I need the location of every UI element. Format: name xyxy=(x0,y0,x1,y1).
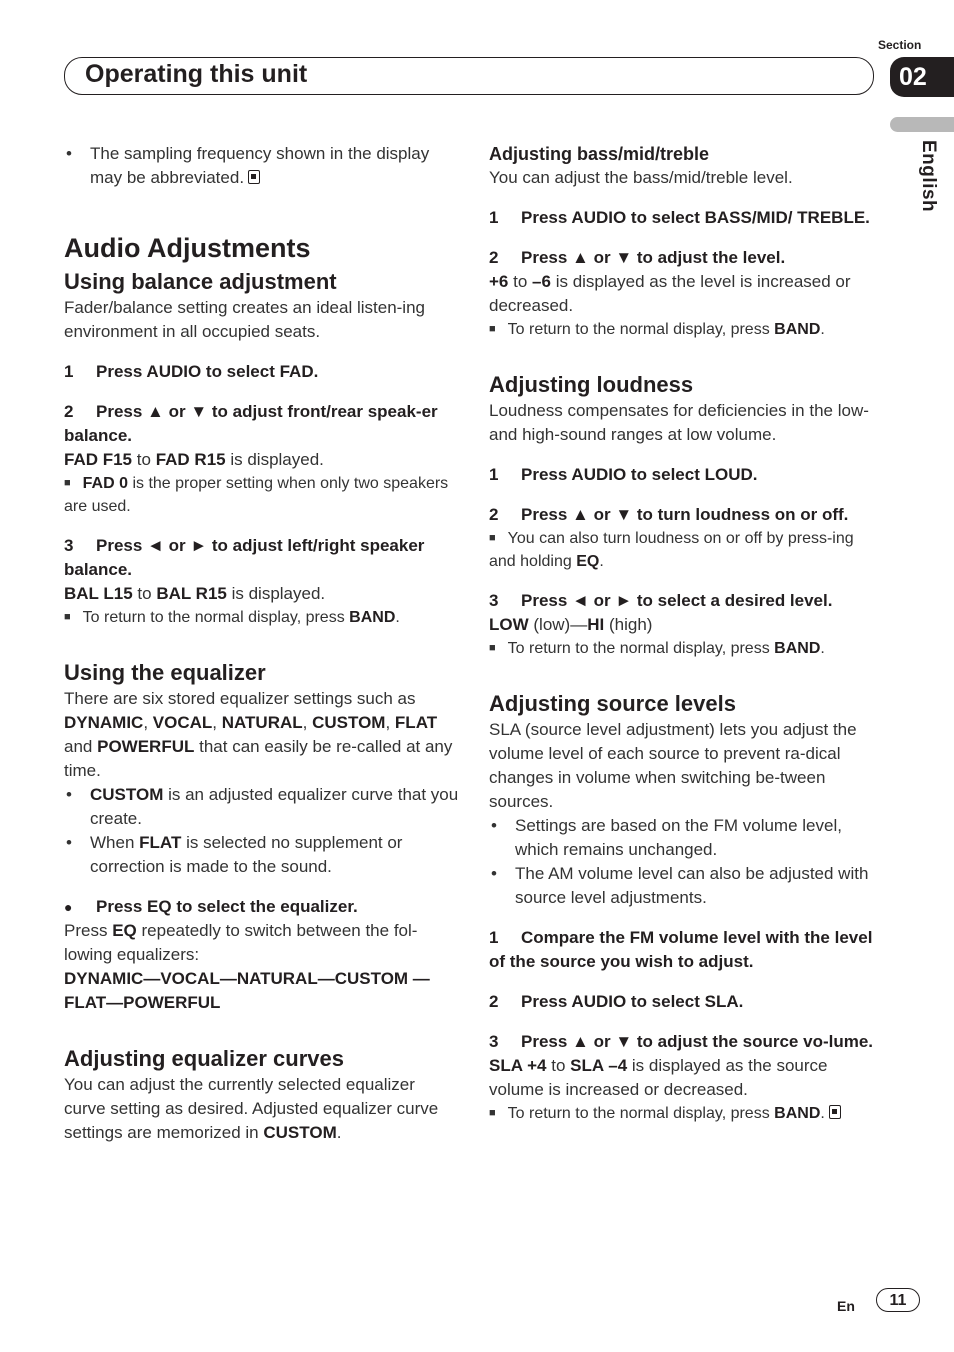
source-range-tail: is displayed as the source volume is increased or decreased. xyxy=(489,1056,828,1099)
equalizer-step xyxy=(64,895,459,919)
bal-r15: BAL R15 xyxy=(156,584,227,603)
source-step-1-text: Compare the FM volume level with the level of the source you wish to adjust. xyxy=(489,928,873,971)
balance-step-3-result xyxy=(64,582,459,606)
balance-step-1: 1 Press AUDIO to select FAD. xyxy=(64,362,319,381)
loudness-step-2: 2 Press ▲ or ▼ to turn loudness on or off. xyxy=(489,505,849,524)
balance-step-2: 2 Press ▲ or ▼ to adjust front/rear speak-er balance. xyxy=(64,402,438,445)
note-square-icon: ■ xyxy=(489,1107,496,1119)
custom-label: CUSTOM xyxy=(90,785,164,804)
displayed-text: is displayed. xyxy=(230,450,324,469)
stop-icon xyxy=(829,1105,841,1119)
note-square-icon: ■ xyxy=(64,611,71,623)
loudness-heading: Adjusting loudness xyxy=(489,372,694,397)
loudness-note-1: ■ You can also turn loudness on or off by press-ing and holding EQ. xyxy=(489,530,854,570)
source-bullet-2: • The AM volume level can also be adjusted with source level adjustments. xyxy=(489,862,884,910)
custom-label: CUSTOM xyxy=(263,1123,337,1142)
loudness-step-3-text: Press ◄ or ► to select a desired level. xyxy=(521,591,833,610)
eq-natural: NATURAL xyxy=(221,713,303,732)
balance-step-1-text: Press AUDIO to select FAD. xyxy=(96,362,319,381)
bmt-note-text: To return to the normal display, press xyxy=(507,321,770,338)
right-column xyxy=(489,142,884,1125)
chapter-title-bar xyxy=(64,57,874,95)
to-word: to xyxy=(551,1056,566,1075)
loudness-step-2-text: Press ▲ or ▼ to turn loudness on or off. xyxy=(521,505,849,524)
eq-dynamic: DYNAMIC xyxy=(64,713,144,732)
source-step-2: 2 Press AUDIO to select SLA. xyxy=(489,992,744,1011)
balance-step-3-text: Press ◄ or ► to adjust left/right speaker balance. xyxy=(64,536,425,579)
bmt-step-1-text: Press AUDIO to select BASS/MID/ TREBLE. xyxy=(521,208,870,227)
equalizer-bullet-2 xyxy=(64,831,459,879)
sla-minus-4: SLA –4 xyxy=(570,1056,628,1075)
flat-label: FLAT xyxy=(139,833,182,852)
band-key: BAND xyxy=(349,609,396,626)
equalizer-step-text: Press EQ to select the equalizer. xyxy=(96,897,358,916)
balance-note-1-text: is the proper setting when only two speakers are used. xyxy=(64,475,449,515)
and-word: and xyxy=(64,737,93,756)
equalizer-heading: Using the equalizer xyxy=(64,660,266,685)
balance-note-2: ■ To return to the normal display, press BAND. xyxy=(64,609,400,626)
left-column xyxy=(64,142,459,1145)
curves-heading: Adjusting equalizer curves xyxy=(64,1046,344,1071)
section-number-badge: 02 xyxy=(890,57,954,97)
source-note: ■ To return to the normal display, press BAND. xyxy=(489,1102,884,1125)
source-step-3-text: Press ▲ or ▼ to adjust the source vo-lume. xyxy=(521,1032,874,1051)
balance-desc: Fader/balance setting creates an ideal listen-ing environment in all occupied seats. xyxy=(64,298,425,341)
band-key: BAND xyxy=(774,640,821,657)
intro-bullet xyxy=(64,142,459,190)
equalizer-press-tail: repeatedly to switch between the fol-lowing equalizers: xyxy=(64,921,418,964)
equalizer-bullet-1-text: is an adjusted equalizer curve that you create. xyxy=(90,785,459,828)
bal-l15: BAL L15 xyxy=(64,584,133,603)
sla-plus-4: SLA +4 xyxy=(489,1056,547,1075)
to-word: to xyxy=(513,272,528,291)
equalizer-bullet-1 xyxy=(64,783,459,831)
equalizer-sequence xyxy=(64,967,459,1015)
balance-step-3: 3 Press ◄ or ► to adjust left/right speaker balance. xyxy=(64,536,425,579)
loudness-step-1: 1 Press AUDIO to select LOUD. xyxy=(489,465,758,484)
language-label: English xyxy=(918,140,939,213)
equalizer-desc-2: that can easily be re-called at any time. xyxy=(64,737,453,780)
bmt-note: ■ To return to the normal display, press BAND. xyxy=(489,321,825,338)
page-number: 11 xyxy=(876,1288,920,1312)
hi-level: HI xyxy=(587,615,605,634)
loudness-note-2: ■ To return to the normal display, press BAND. xyxy=(489,640,825,657)
to-word: to xyxy=(137,584,152,603)
loudness-levels xyxy=(489,613,884,637)
loudness-desc: Loudness compensates for deficiencies in the low- and high-sound ranges at low volume. xyxy=(489,401,869,444)
intro-bullet-text: The sampling frequency shown in the display may be abbreviated. xyxy=(90,144,430,187)
equalizer-bullet-2-text: is selected no supplement or correction is made to the sound. xyxy=(90,833,403,876)
fad-f15: FAD F15 xyxy=(64,450,133,469)
source-step-1: 1 Compare the FM volume level with the level of the source you wish to adjust. xyxy=(489,928,873,971)
note-square-icon: ■ xyxy=(489,642,496,654)
note-square-icon: ■ xyxy=(489,323,496,335)
press-word: Press xyxy=(64,921,108,940)
bmt-range-tail: is displayed as the level is increased or decreased. xyxy=(489,272,851,315)
loudness-note-2-text: To return to the normal display, press xyxy=(507,640,770,657)
curves-desc-text: You can adjust the currently selected equalizer curve setting as desired. Adjusted equalizer curve settings are memorized in xyxy=(64,1075,439,1142)
language-tab xyxy=(890,117,954,132)
balance-note-2-text: To return to the normal display, press xyxy=(82,609,345,626)
source-step-3: 3 Press ▲ or ▼ to adjust the source vo-lume. xyxy=(489,1032,874,1051)
displayed-text: is displayed. xyxy=(231,584,326,603)
loudness-step-3: 3 Press ◄ or ► to select a desired level. xyxy=(489,591,833,610)
plus-6: +6 xyxy=(489,272,509,291)
balance-note-1 xyxy=(64,472,459,518)
minus-6: –6 xyxy=(532,272,551,291)
bmt-step-2: 2 Press ▲ or ▼ to adjust the level. xyxy=(489,248,786,267)
curves-desc: You can adjust the currently selected equalizer curve setting as desired. Adjusted equalizer curve settings are memorized in CUSTOM. xyxy=(64,1075,439,1142)
balance-heading: Using balance adjustment xyxy=(64,269,337,294)
low-level: LOW xyxy=(489,615,529,634)
band-key: BAND xyxy=(774,1105,821,1122)
eq-key: EQ xyxy=(112,921,137,940)
bmt-step-1: 1 Press AUDIO to select BASS/MID/ TREBLE. xyxy=(489,208,870,227)
eq-key: EQ xyxy=(576,553,600,570)
source-note-text: To return to the normal display, press xyxy=(507,1105,770,1122)
source-heading: Adjusting source levels xyxy=(489,691,736,716)
hi-paren: (high) xyxy=(608,615,653,634)
chapter-title: Operating this unit xyxy=(85,60,308,88)
eq-vocal: VOCAL xyxy=(152,713,213,732)
eq-flat: FLAT xyxy=(394,713,438,732)
bullet-dot-icon xyxy=(64,895,96,919)
main-heading: Audio Adjustments xyxy=(64,233,311,263)
stop-icon xyxy=(248,170,260,184)
source-range xyxy=(489,1054,884,1102)
footer-lang-code: En xyxy=(837,1298,855,1314)
loudness-note-1-text: You can also turn loudness on or off by press-ing and holding xyxy=(489,530,854,570)
source-step-2-text: Press AUDIO to select SLA. xyxy=(521,992,744,1011)
low-paren: (low)— xyxy=(533,615,588,634)
source-bullet-1: • Settings are based on the FM volume level, which remains unchanged. xyxy=(489,814,884,862)
section-label: Section xyxy=(878,38,922,52)
to-word: to xyxy=(136,450,151,469)
source-desc: SLA (source level adjustment) lets you adjust the volume level of each source to prevent ra-dical changes in volume when switching be-tween sources. xyxy=(489,720,857,811)
eq-custom: CUSTOM xyxy=(312,713,386,732)
bmt-step-2-text: Press ▲ or ▼ to adjust the level. xyxy=(521,248,786,267)
equalizer-sequence-text: DYNAMIC—VOCAL—NATURAL—CUSTOM —FLAT—POWERFUL xyxy=(64,969,430,1012)
note-square-icon: ■ xyxy=(64,477,71,489)
equalizer-desc-1: There are six stored equalizer settings such as xyxy=(64,689,416,708)
fad-r15: FAD R15 xyxy=(155,450,226,469)
eq-powerful: POWERFUL xyxy=(97,737,195,756)
equalizer-press xyxy=(64,919,459,967)
fad-0: FAD 0 xyxy=(82,475,128,492)
band-key: BAND xyxy=(774,321,821,338)
balance-step-2-text: Press ▲ or ▼ to adjust front/rear speak-er balance. xyxy=(64,402,438,445)
bmt-heading: Adjusting bass/mid/treble xyxy=(489,144,710,164)
when-word: When xyxy=(90,833,135,852)
bmt-desc: You can adjust the bass/mid/treble level. xyxy=(489,168,793,187)
balance-step-2-result xyxy=(64,448,459,472)
loudness-step-1-text: Press AUDIO to select LOUD. xyxy=(521,465,758,484)
bmt-range xyxy=(489,270,884,318)
note-square-icon: ■ xyxy=(489,532,496,544)
equalizer-desc: There are six stored equalizer settings such as DYNAMIC, VOCAL, NATURAL, CUSTOM, FLAT and POWERFUL that can easily be re-called at any time. xyxy=(64,689,453,780)
